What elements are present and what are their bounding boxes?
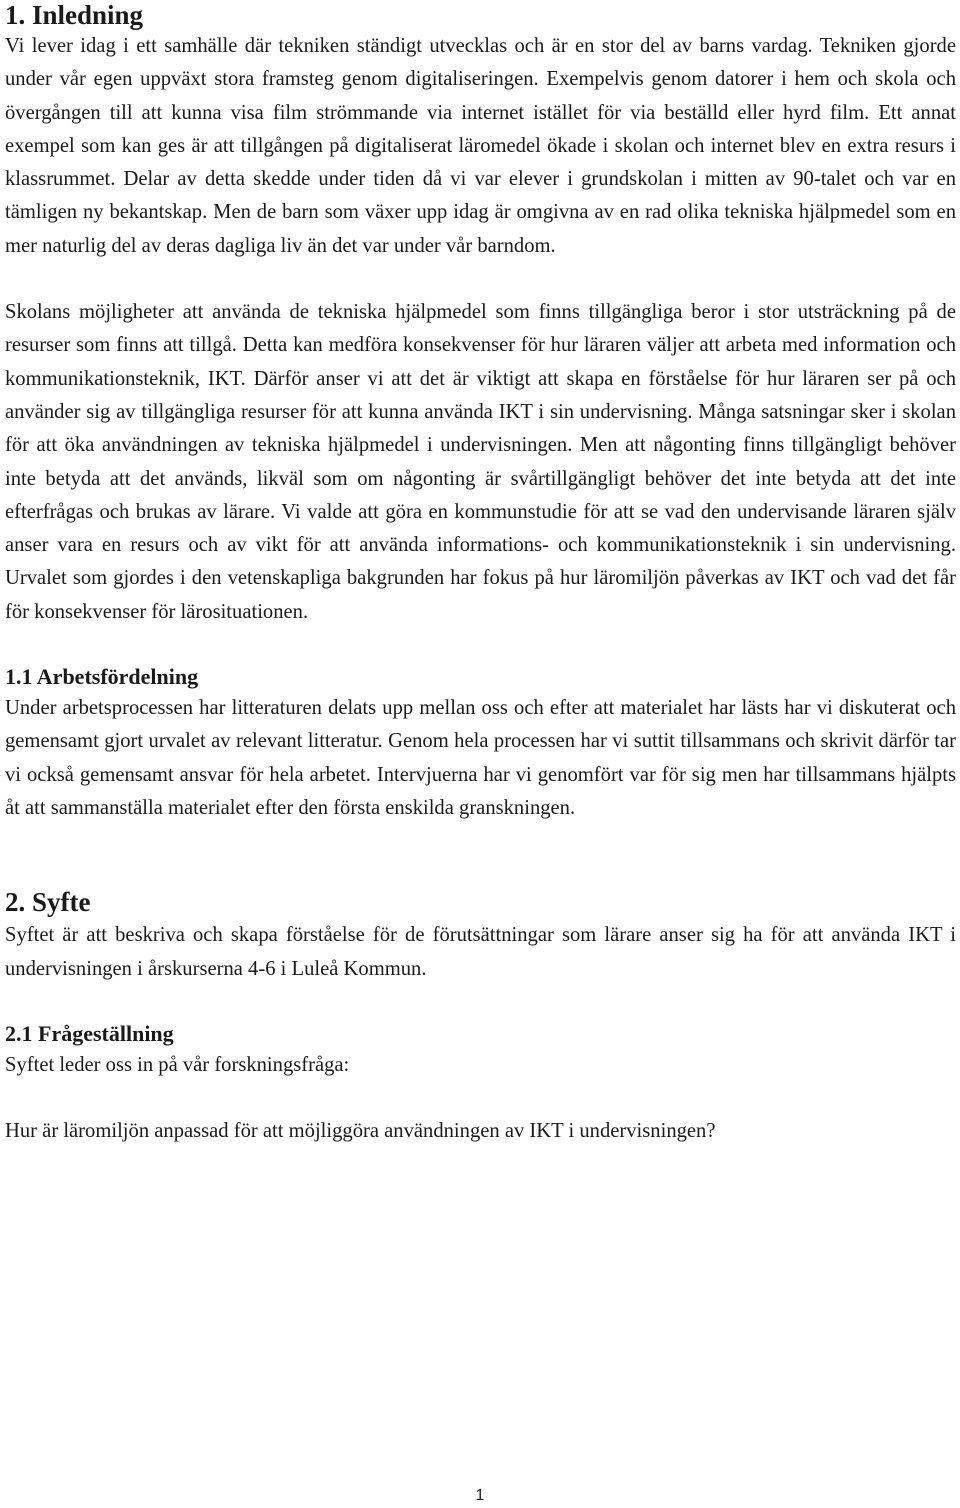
document-page [5, 0, 956, 1148]
section-heading-fragestallning: 2.1 Frågeställning [5, 1020, 174, 1046]
paragraph-intro-1: Vi lever idag i ett samhälle där tekniken ständigt utvecklas och är en stor del av barns vardag. Tekniken gjorde under vår egen uppväxt stora framsteg genom digitaliseringen. Exempelvis genom datorer i hem och skola och övergången till att kunna visa film strömmande via internet istället för via beställd eller hyrd film. Ett annat exempel som kan ges är att tillgången på digitaliserat läromedel ökade i skolan och internet blev en extra resurs i klassrummet. Delar av detta skedde under tiden då vi var elever i grundskolan i mitten av 90-talet och var en tämligen ny bekantskap. Men de barn som växer upp idag är omgivna av en rad olika tekniska hjälpmedel som en mer naturlig del av deras dagliga liv än det var under vår barndom. [5, 35, 956, 257]
paragraph-spacer [5, 1082, 956, 1115]
section-heading-inledning: 1. Inledning [5, 0, 144, 30]
paragraph-spacer [5, 986, 956, 1019]
paragraph-spacer [5, 629, 956, 662]
paragraph-work: Under arbetsprocessen har litteraturen delats upp mellan oss och efter att materialet har lästs har vi diskuterat och gemensamt gjort urvalet av relevant litteratur. Genom hela processen har vi suttit tillsammans och skrivit därför tar vi också gemensamt ansvar för hela arbetet. Intervjuerna har vi genomfört var för sig men har tillsammans hjälpts åt att sammanställa materialet efter den första enskilda granskningen. [5, 697, 956, 819]
section-heading-syfte: 2. Syfte [5, 887, 91, 918]
paragraph-intro-2: Skolans möjligheter att använda de tekniska hjälpmedel som finns tillgängliga beror i stor utsträckning på de resurser som finns att tillgå. Detta kan medföra konsekvenser för hur läraren väljer att arbeta med information och kommunikationsteknik, IKT. Därför anser vi att det är viktigt att skapa en förståelse för hur läraren ser på och använder sig av tillgängliga resurser för att kunna använda IKT i sin undervisning. Många satsningar sker i skolan för att öka användningen av tekniska hjälpmedel i undervisningen. Men att någonting finns tillgängligt behöver inte betyda att det används, likväl som om någonting är svårtillgängligt behöver det inte betyda att det inte efterfrågas och brukas av lärare. Vi valde att göra en kommunstudie för att se vad den undervisande läraren själv anser vara en resurs och av vikt för att använda informations- och kommunikationsteknik i sin undervisning. Urvalet som gjordes i den vetenskapliga bakgrunden har fokus på hur läromiljön påverkas av IKT och vad det får för konsekvenser för lärosituationen. [5, 301, 956, 623]
page-number: 1 [475, 1487, 485, 1504]
research-question: Hur är läromiljön anpassad för att möjliggöra användningen av IKT i undervisningen? [5, 1120, 716, 1143]
paragraph-question-lead: Syftet leder oss in på vår forskningsfråga: [5, 1053, 350, 1076]
paragraph-spacer [5, 263, 956, 296]
paragraph-purpose: Syftet är att beskriva och skapa förståelse för de förutsättningar som lärare anser sig ha för att använda IKT i undervisningen i årskurserna 4-6 i Luleå Kommun. [5, 924, 956, 980]
section-spacer [5, 825, 956, 885]
section-heading-arbetsfordelning: 1.1 Arbetsfördelning [5, 664, 199, 690]
